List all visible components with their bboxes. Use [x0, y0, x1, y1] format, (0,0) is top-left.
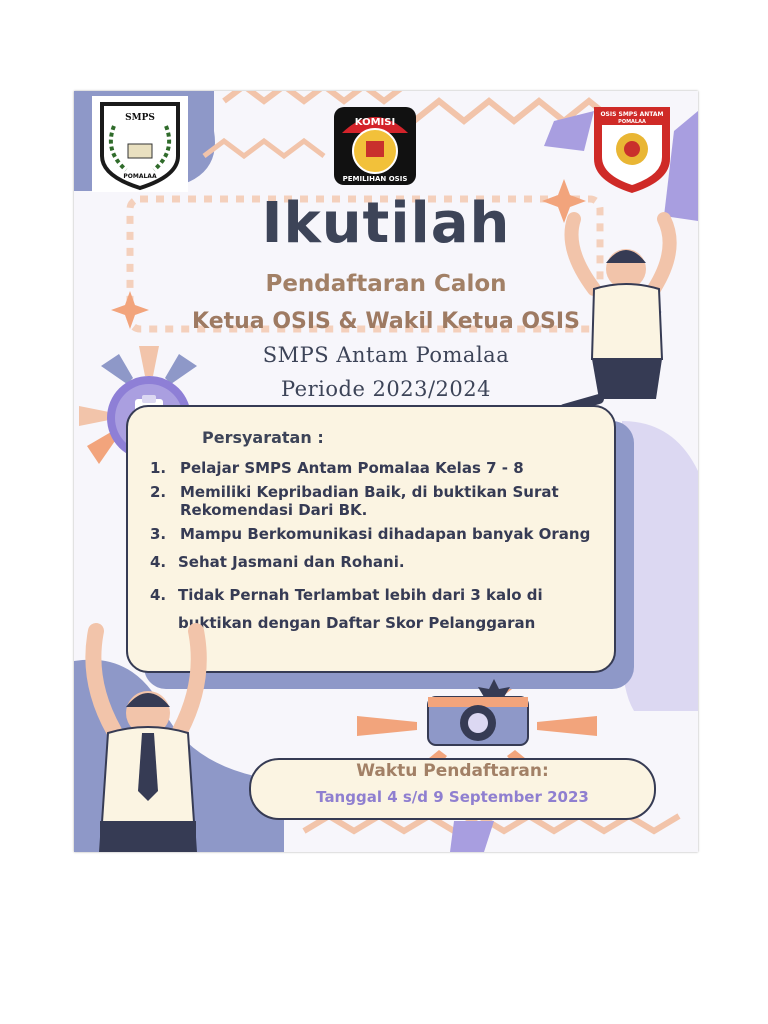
logo-left-bottom-text: POMALAA: [123, 173, 157, 180]
komisi-ring-text: PEMILIHAN OSIS: [342, 175, 408, 183]
osis-logo-text: OSIS SMPS ANTAM: [600, 111, 664, 118]
requirement-text: Memiliki Kepribadian Baik, di buktikan Surat Rekomendasi Dari BK.: [180, 483, 559, 519]
komisi-text: KOMISI: [354, 117, 396, 128]
komisi-emblem-icon: [332, 105, 418, 187]
komisi-logo: [332, 105, 418, 187]
main-title: Ikutilah: [261, 191, 511, 256]
poster: [74, 91, 698, 852]
requirement-item: [144, 553, 614, 571]
subtitle-line-1: Pendaftaran Calon: [265, 271, 507, 297]
requirement-item: [144, 483, 614, 519]
requirement-text: Pelajar SMPS Antam Pomalaa Kelas 7 - 8: [180, 459, 524, 477]
requirement-number: 3.: [150, 525, 167, 543]
requirement-text: Mampu Berkomunikasi dihadapan banyak Orang: [180, 525, 591, 543]
purple-shape-3: [450, 821, 494, 852]
requirement-number: 1.: [150, 459, 167, 477]
camera-icon: [424, 679, 534, 749]
requirement-number: 4.: [150, 553, 167, 571]
subtitle-line-2: Ketua OSIS & Wakil Ketua OSIS: [192, 309, 580, 334]
school-logo-left: [92, 96, 188, 192]
registration-title: Waktu Pendaftaran:: [356, 761, 549, 781]
osis-shield-icon: [590, 103, 674, 195]
school-crest-icon: [92, 96, 188, 192]
requirement-number: 4.: [150, 586, 167, 604]
requirement-number: 2.: [150, 483, 167, 501]
registration-date: Tanggal 4 s/d 9 September 2023: [316, 788, 589, 806]
osis-logo-subtext: POMALAA: [618, 119, 646, 125]
osis-logo-right: [590, 103, 674, 195]
school-name: SMPS Antam Pomalaa: [262, 343, 510, 367]
requirement-text: Tidak Pernah Terlambat lebih dari 3 kalo di buktikan dengan Daftar Skor Pelanggaran: [178, 586, 543, 632]
logo-left-top-text: SMPS: [125, 113, 155, 123]
requirements-list: [144, 459, 614, 643]
student-cheering-illustration: [78, 621, 228, 852]
requirements-title: Persyaratan :: [202, 428, 324, 447]
zigzag-top: [224, 91, 404, 101]
zigzag-top-mid: [204, 141, 324, 156]
requirement-item: [144, 459, 614, 477]
student-jumping-illustration: [544, 209, 694, 419]
requirement-text: Sehat Jasmani dan Rohani.: [178, 553, 405, 571]
period-label: Periode 2023/2024: [280, 377, 492, 401]
requirement-item: [144, 525, 614, 543]
